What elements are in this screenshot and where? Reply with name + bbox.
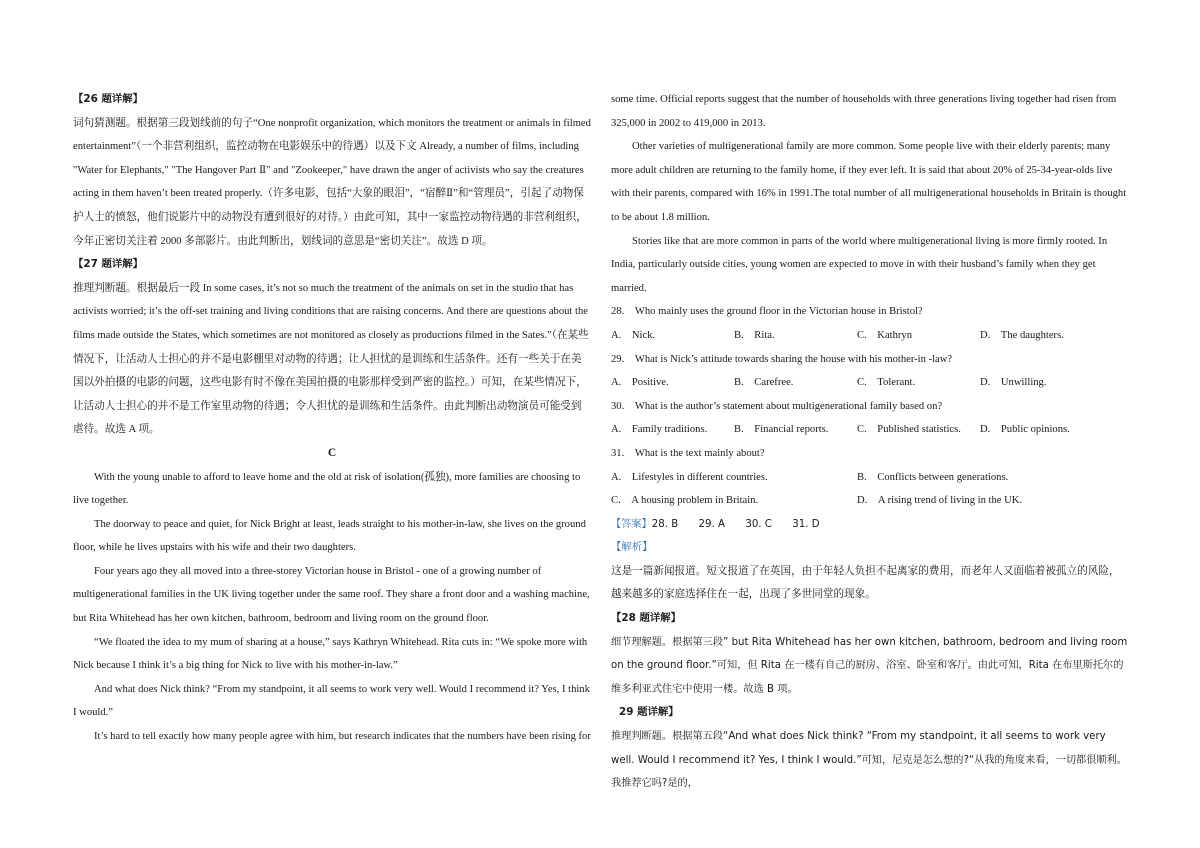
question-31-options-row2 (611, 489, 1129, 513)
q27-explanation: 推理判断题。根据最后一段 In some cases, it’s not so much the treatment of the animals on set in the studio that has activists worried; it’s the off-set training and living conditions that are raising concerns. And there are questions about the films made outside the States, which sometimes are not monitored as closely as productions filmed in the Sates.”（在某些情况下，让活动人士担心的并不是电影棚里对动物的待遇；让人担忧的是训练和生活条件。还有一些关于在美国以外拍摄的电影的问题，这些电影有时不像在美国拍摄的电影那样受到严密的监控。）可知，在某些情况下，让活动人士担心的并不是工作室里动物的待遇；令人担忧的是训练和生活条件。由此判断出动物演员可能受到虐待。故选 A 项。 (73, 282, 589, 436)
passage-paragraph: Other varieties of multigenerational family are more common. Some people live with their elderly parents; many more adult children are returning to the family home, if they ever left. It is said that about 20% of 25-34-year-olds live with their parents, compared with 16% in 1991.The total number of all multigenerational households in Britain is thought to be about 1.8 million. (611, 141, 1127, 223)
option: D. The daughters. (980, 329, 1064, 341)
q29-heading: 29 题详解】 (619, 706, 679, 719)
analysis-summary: 这是一篇新闻报道。短文报道了在英国，由于年轻人负担不起离家的费用，而老年人又面临着被孤立的风险，越来越多的家庭选择住在一起，出现了多世同堂的现象。 (611, 565, 1120, 601)
q26-explanation: 词句猜测题。根据第三段划线前的句子“One nonprofit organization, which monitors the treatment or animals in filmed entertainment”（一个非营利组织，监控动物在电影娱乐中的待遇）以及下文 Already, a number of films, including "Water for Elephants," "The Hangover Part Ⅱ" and "Zookeeper," have drawn the anger of activists who say the creatures acting in them haven’t been treated properly.（许多电影，包括“大象的眼泪”，“宿醉Ⅱ”和“管理员”，引起了动物保护人士的愤怒，他们说影片中的动物没有遭到很好的对待。）由此可知，其中一家监控动物待遇的非营利组织，今年正密切关注着 2000 多部影片。由此判断出，划线词的意思是“密切关注”。故选 D 项。 (73, 117, 591, 247)
question-29: 29. What is Nick’s attitude towards sharing the house with his mother-in -law? (611, 353, 953, 365)
q27-heading: 【27 题详解】 (73, 258, 144, 271)
passage-paragraph: With the young unable to afford to leave home and the old at risk of isolation(孤独), more families are choosing to live together. (73, 471, 581, 507)
option: A. Nick. (611, 329, 656, 341)
section-c-title: C (327, 446, 337, 459)
option: B. Conflicts between generations. (857, 471, 1009, 483)
option: A. Positive. (611, 377, 669, 389)
option: C. Tolerant. (857, 377, 916, 389)
passage-paragraph: And what does Nick think? “From my standpoint, it all seems to work very well. Would I recommend it? Yes, I think I would.” (73, 683, 590, 719)
option: C. Published statistics. (857, 424, 961, 436)
passage-paragraph: Stories like that are more common in parts of the world where multigenerational living is more firmly rooted. In India, particularly outside cities, young women are expected to move in with their husband’s family when they get married. (611, 235, 1108, 294)
option: B. Financial reports. (734, 424, 829, 436)
question-31-options-row1 (611, 466, 1129, 490)
passage-paragraph: It’s hard to tell exactly how many people agree with him, but research indicates that the numbers have been rising for (94, 731, 591, 743)
passage-continuation: some time. Official reports suggest that the number of households with three generations living together had risen from 325,000 in 2002 to 419,000 in 2013. (611, 94, 1117, 129)
q29-explanation: 推理判断题。根据第五段“And what does Nick think? “From my standpoint, it all seems to work very well. Would I recommend it? Yes, I think I would.”可知，尼克是怎么想的?“从我的角度来看，一切都很顺利。我推荐它吗?是的， (611, 731, 1127, 790)
option: B. Rita. (734, 329, 775, 341)
option: C. Kathryn (857, 329, 913, 341)
option: D. Unwilling. (980, 377, 1047, 389)
right-column (611, 88, 1129, 796)
option: D. Public opinions. (980, 424, 1070, 436)
question-28-options (611, 324, 1129, 348)
left-column (73, 88, 591, 749)
passage-paragraph: The doorway to peace and quiet, for Nick Bright at least, leads straight to his mother-in-law, she lives on the ground floor, while he lives upstairs with his wife and their two daughters. (73, 518, 586, 554)
option: A. Family traditions. (611, 424, 708, 436)
analysis-label: 【解析】 (611, 541, 653, 554)
question-30-options (611, 418, 1129, 442)
question-28: 28. Who mainly uses the ground floor in the Victorian house in Bristol? (611, 306, 923, 318)
answer-value: 28. B 29. A 30. C 31. D (651, 518, 820, 530)
question-31: 31. What is the text mainly about? (611, 447, 765, 459)
answer-line (611, 513, 1129, 537)
option: B. Carefree. (734, 377, 794, 389)
passage-paragraph: “We floated the idea to my mum of sharing at a house,” says Kathryn Whitehead. Rita cuts in: “We spoke more with Nick because I think it’s a big thing for Nick to live with his mother-in-law.” (73, 636, 588, 672)
option: D. A rising trend of living in the UK. (857, 495, 1023, 507)
question-30: 30. What is the author’s statement about multigenerational family based on? (611, 400, 943, 412)
answer-label: 【答案】 (611, 518, 652, 530)
q26-heading: 【26 题详解】 (73, 93, 144, 105)
question-29-options (611, 371, 1129, 395)
option: C. A housing problem in Britain. (611, 495, 759, 507)
passage-paragraph: Four years ago they all moved into a three-storey Victorian house in Bristol - one of a growing number of multigenerational families in the UK living together under the same roof. They share a front door and a washing machine, but Rita Whitehead has her own kitchen, bathroom, bedroom and living room on the ground floor. (73, 565, 590, 625)
q28-heading: 【28 题详解】 (611, 612, 682, 625)
option: A. Lifestyles in different countries. (611, 471, 768, 483)
q28-explanation: 细节理解题。根据第三段” but Rita Whitehead has her own kitchen, bathroom, bedroom and living room on the ground floor.”可知，但 Rita 在一楼有自己的厨房、浴室、卧室和客厅。由此可知，Rita 在布里斯托尔的维多利亚式住宅中使用一楼。故选 B 项。 (611, 636, 1128, 695)
